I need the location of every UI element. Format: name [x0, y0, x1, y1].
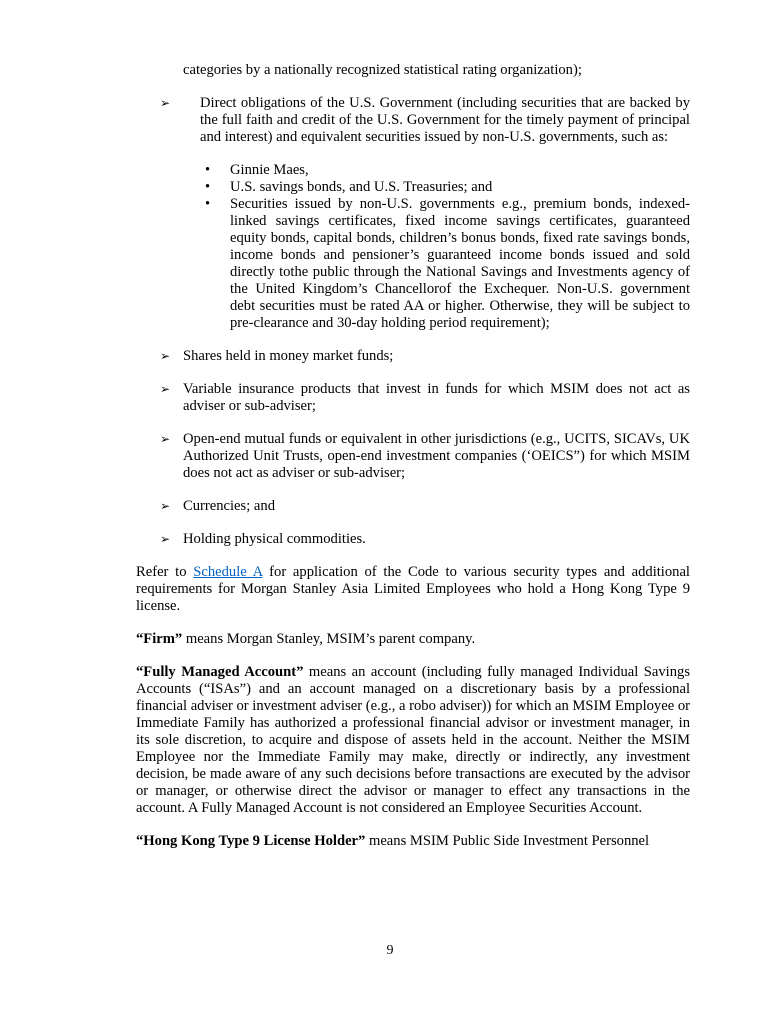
list-item-commodities — [136, 531, 690, 548]
definition-fully-managed-account — [136, 664, 690, 817]
list-item-text: Holding physical commodities. — [183, 531, 366, 547]
arrow-bullet-icon: ➢ — [160, 349, 171, 363]
continuation-line: categories by a nationally recognized statistical rating organization); — [183, 62, 582, 78]
list-item-gov-obligations — [136, 95, 690, 146]
definition-term: “Hong Kong Type 9 License Holder” — [136, 833, 366, 849]
refer-text-post: for application of the Code to various security types and additional requirements for Morgan Stanley Asia Limited Employees who hold a Hong Kong Type 9 license. — [136, 564, 690, 614]
dot-bullet-icon: • — [205, 162, 211, 178]
list-item-open-end-funds — [136, 431, 690, 482]
definition-hong-kong-type9 — [136, 833, 690, 850]
schedule-a-link[interactable]: Schedule A — [193, 564, 263, 580]
definition-text: means Morgan Stanley, MSIM’s parent company. — [182, 631, 476, 647]
list-item-text: Ginnie Maes, — [230, 162, 309, 178]
arrow-bullet-icon: ➢ — [160, 382, 171, 396]
list-item-text: Currencies; and — [183, 498, 275, 514]
list-item — [136, 196, 690, 332]
list-item-text: U.S. savings bonds, and U.S. Treasuries; and — [230, 179, 493, 195]
list-item-text: Variable insurance products that invest in funds for which MSIM does not act as adviser or sub-adviser; — [183, 381, 690, 414]
list-item — [136, 162, 690, 179]
list-item-text: Securities issued by non-U.S. governments e.g., premium bonds, indexed-linked savings certificates, fixed income savings certificates, guaranteed equity bonds, capital bonds, children’s bonus bonds, fixed rate savings bonds, income bonds and pensioner’s guaranteed income bonds issued and sold directly tothe public through the National Savings and Investments agency of the United Kingdom’s Chancellorof the Exchequer. Non-U.S. government debt securities must be rated AA or higher. Otherwise, they will be subject to pre-clearance and 30-day holding period requirement); — [230, 196, 690, 331]
list-item-text: Open-end mutual funds or equivalent in other jurisdictions (e.g., UCITS, SICAVs, UK Authorized Unit Trusts, open-end investment companies (‘OEICS”) for which MSIM does not act as adviser or sub-adviser; — [183, 431, 690, 481]
dot-bullet-icon: • — [205, 196, 211, 212]
arrow-bullet-icon: ➢ — [160, 96, 171, 110]
document-body — [136, 62, 690, 850]
definition-firm — [136, 631, 690, 648]
definition-text: means MSIM Public Side Investment Personnel — [365, 833, 650, 849]
sub-bullet-list — [136, 162, 690, 332]
dot-bullet-icon: • — [205, 179, 211, 195]
list-item — [136, 179, 690, 196]
list-item-money-market — [136, 348, 690, 365]
refer-text-pre: Refer to — [136, 564, 194, 580]
definition-text: means an account (including fully managed Individual Savings Accounts (“ISAs”) and an account managed on a discretionary basis by a professional financial adviser or investment adviser (e.g., a robo adviser)) for which an MSIM Employee or Immediate Family has authorized a professional financial advisor or investment manager, in its sole discretion, to acquire and dispose of assets held in the account. Neither the MSIM Employee nor the Immediate Family may make, directly or indirectly, any investment decision, be made aware of any such decisions before transactions are executed by the advisor or manager, or otherwise direct the advisor or manager to effect any transactions in the account. A Fully Managed Account is not considered an Employee Securities Account. — [136, 664, 690, 816]
definition-term: “Fully Managed Account” — [136, 664, 304, 680]
arrow-bullet-icon: ➢ — [160, 432, 171, 446]
list-item-variable-insurance — [136, 381, 690, 415]
list-item-text: Direct obligations of the U.S. Government (including securities that are backed by the full faith and credit of the U.S. Government for the timely payment of principal and interest) and equivalent securities issued by non-U.S. governments, such as: — [200, 95, 690, 145]
refer-paragraph — [136, 564, 690, 615]
page-number: 9 — [386, 943, 394, 958]
definition-term: “Firm” — [136, 631, 183, 647]
arrow-bullet-icon: ➢ — [160, 499, 171, 513]
list-item-currencies — [136, 498, 690, 515]
list-item-text: Shares held in money market funds; — [183, 348, 394, 364]
arrow-bullet-icon: ➢ — [160, 532, 171, 546]
